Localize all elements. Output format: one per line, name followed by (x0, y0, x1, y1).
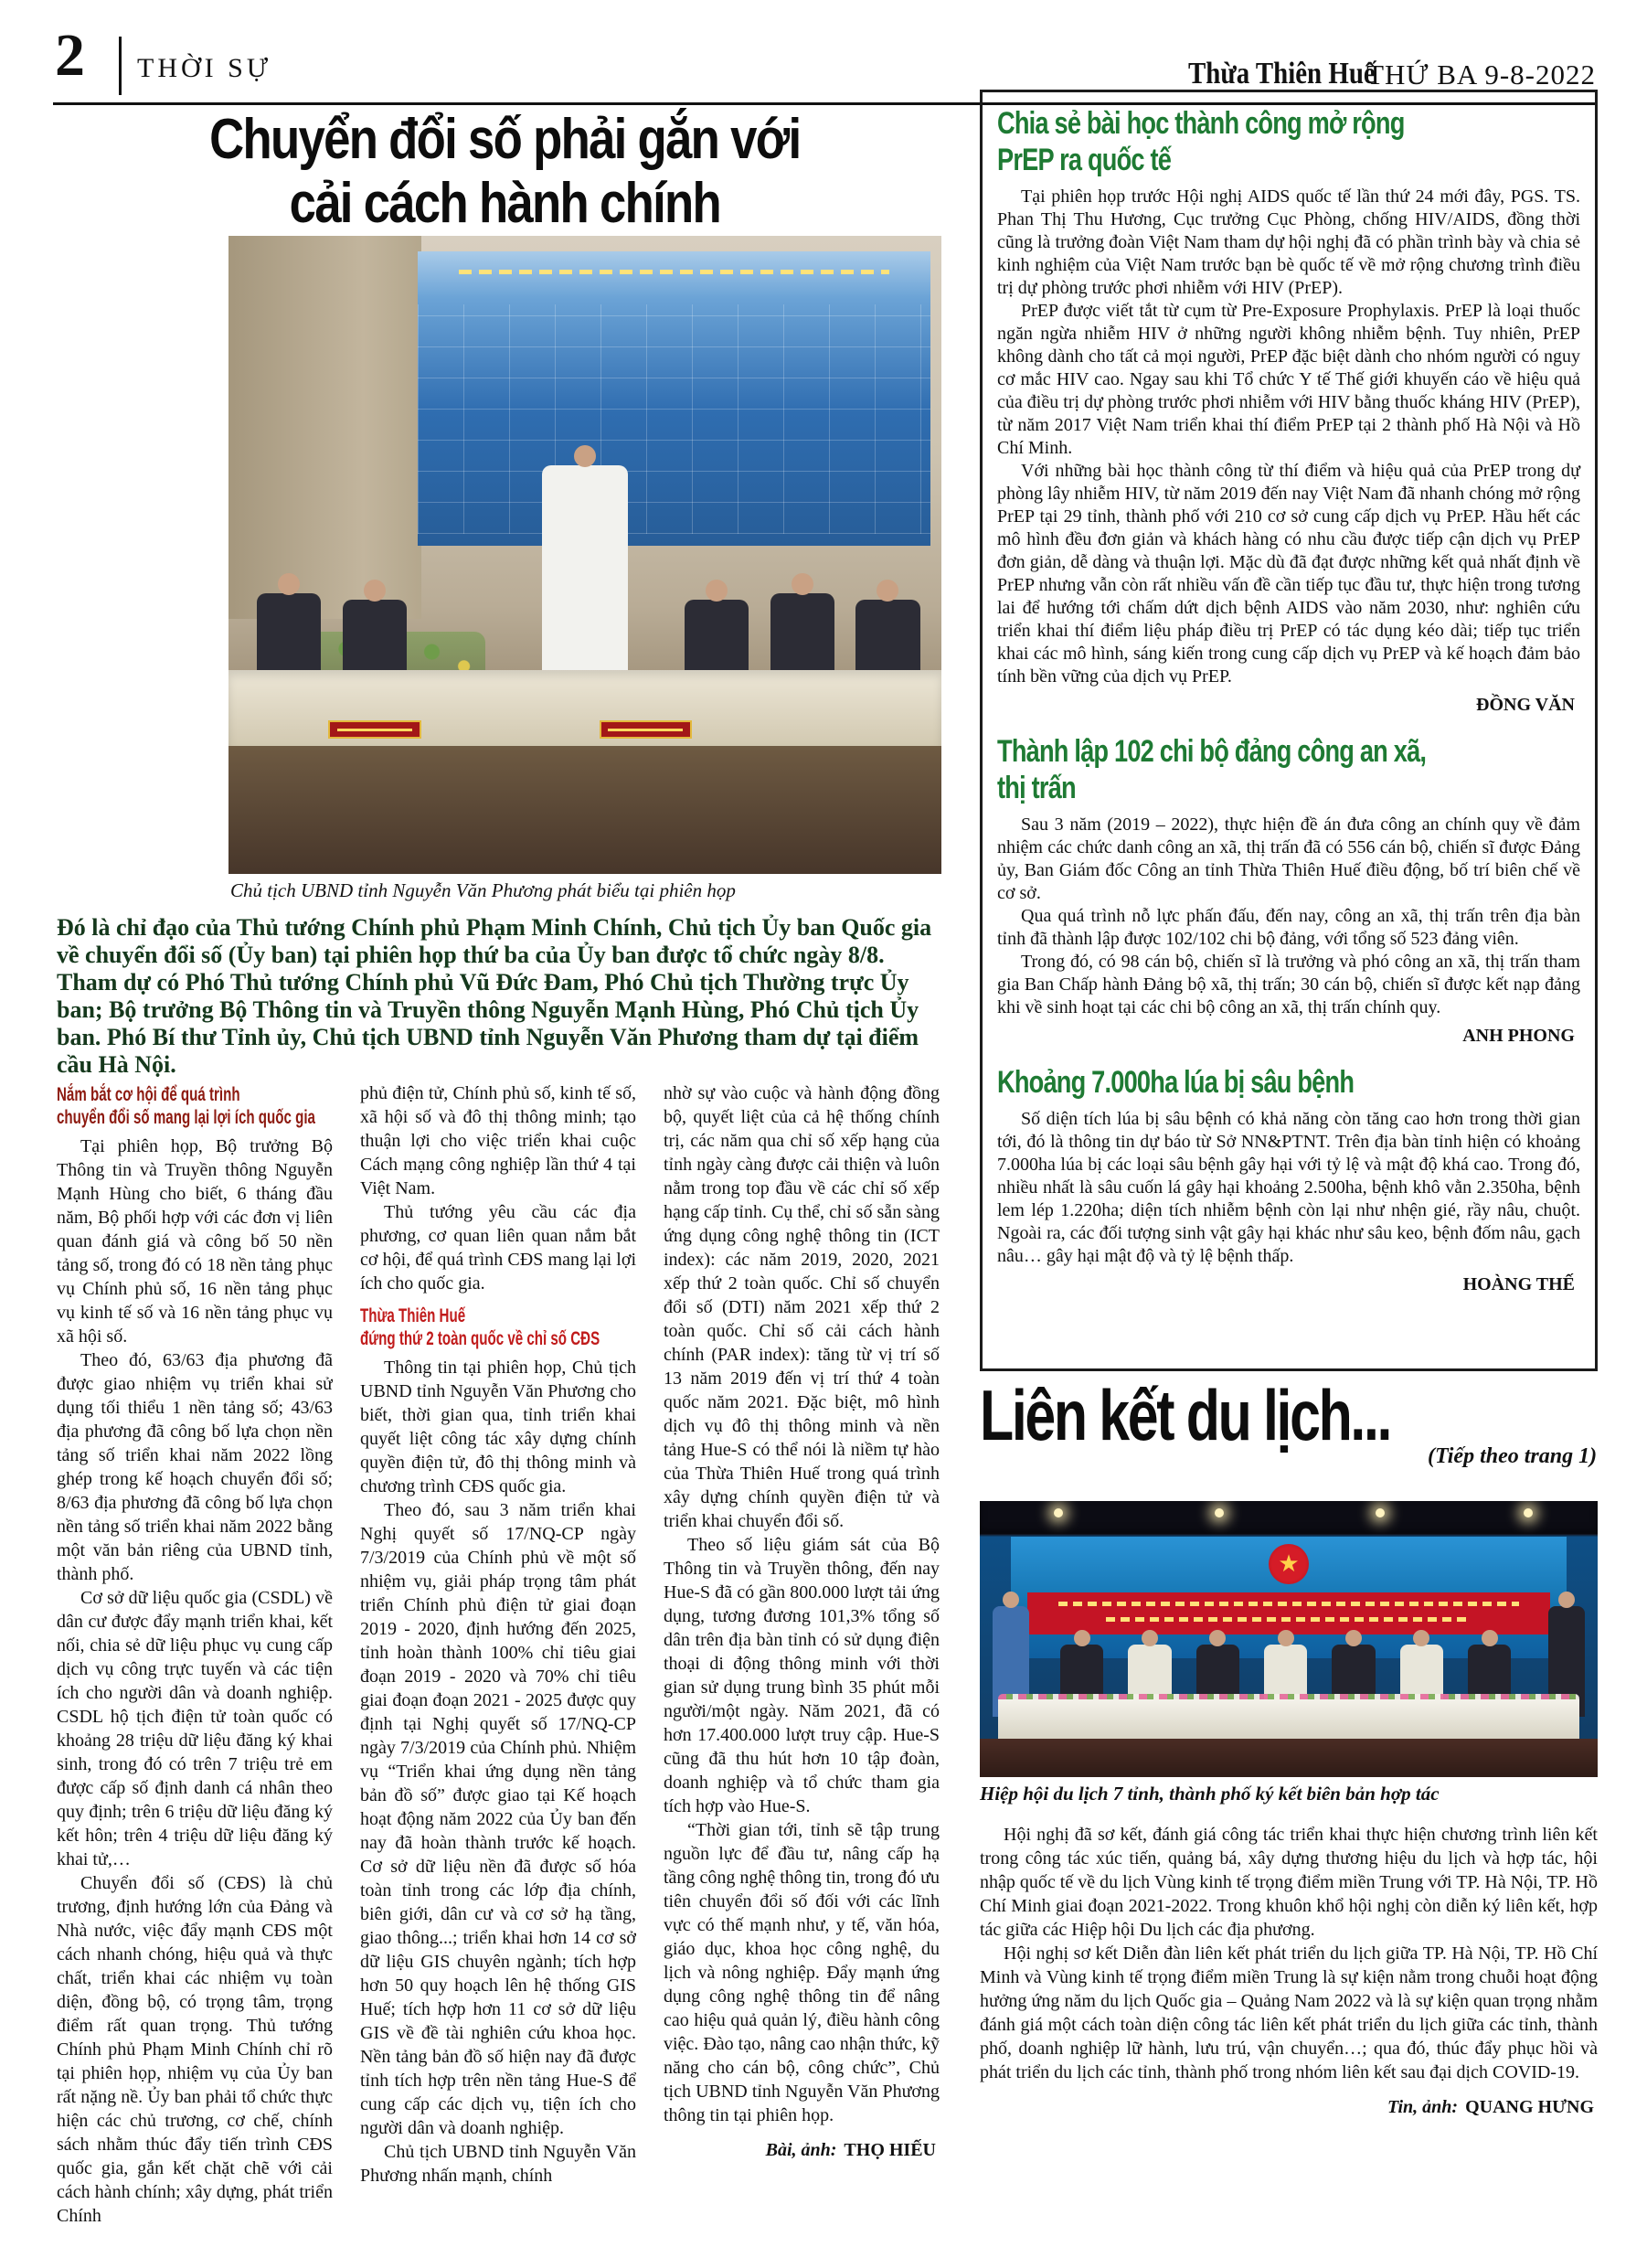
banner-text-line (1106, 1617, 1472, 1622)
article-prep (997, 105, 1580, 717)
national-emblem: ★ (1269, 1544, 1309, 1584)
byline-prep: ĐỒNG VĂN (1476, 695, 1575, 715)
headline-line: thị trấn (997, 771, 1076, 805)
paragraph: Số diện tích lúa bị sâu bệnh có khả năng còn tăng cao hơn trong thời gian tới, đó là thông tin dự báo từ Sở NN&PTNT. Trên địa bàn tỉnh hiện có khoảng 7.000ha lúa bị các loại sâu bệnh gây hại với tỷ lệ và mật độ khá cao. Trong đó, nhiều nhất là sâu cuốn lá gây hại khoảng 2.500ha, bệnh khô vằn 2.350ha, bệnh lem lép 1.220ha; diện tích nhiễm bệnh còn lại như nhện gié, rầy nâu, chuột. Ngoài ra, các đối tượng sinh vật gây hại khác như sâu keo, bệnh đốm nâu, gạch nâu… gây hại mật độ và tỷ lệ bệnh thấp. (997, 1109, 1580, 1266)
spotlight (1524, 1508, 1533, 1517)
byline-name: QUANG HƯNG (1465, 2097, 1594, 2117)
spotlight (1215, 1508, 1224, 1517)
article-lua-sau-benh (997, 1064, 1580, 1296)
seated-attendee (1400, 1645, 1443, 1699)
page-number: 2 (55, 22, 85, 89)
body-column-3 (664, 1081, 940, 2239)
seated-delegate (257, 593, 321, 670)
main-headline (55, 108, 955, 236)
seated-attendee (1128, 1645, 1171, 1699)
paragraph: Theo đó, sau 3 năm triển khai Nghị quyết số 17/NQ-CP ngày 7/3/2019 của Chính phủ về một số nhiệm vụ, giải pháp trọng tâm phát triển Chính phủ điện tử giai đoạn 2019 - 2020, định hướng đến 2025, tỉnh hoàn thành 100% chỉ tiêu giai đoạn 2019 - 2020 và 70% chỉ tiêu giai đoạn đoạn 2021 - 2025 được quy định tại Nghị quyết số 17/NQ-CP ngày 7/3/2019 của Chính phủ. Nhiệm vụ “Triển khai ứng dụng nền tảng bản đồ số” được giao tại Kế hoạch hoạt động năm 2022 của Ủy ban đến nay đã hoàn thành trước kế hoạch. Cơ sở dữ liệu nền đã được số hóa toàn tỉnh trong các lớp địa chính, biên giới, dân cư và cơ sở hạ tầng, giao thông...; triển khai hơn 14 cơ sở dữ liệu GIS chuyên ngành; tích hợp hơn 50 quy hoạch lên hệ thống GIS Huế; tích hợp hơn 11 cơ sở dữ liệu GIS về đề tài nghiên cứu khoa học. Nền tảng bản đồ số hiện nay đã được tỉnh tích hợp trên nền tảng Hue-S để cung cấp các dịch vụ, tiện ích cho người dân và doanh nghiệp. (360, 1500, 636, 2138)
standing-speaker (542, 465, 628, 669)
byline-bottom-article (980, 2095, 1598, 2119)
bottom-article-body (980, 1823, 1598, 2119)
banner (1027, 1592, 1550, 1634)
main-headline-line1: Chuyển đổi số phải gắn với (209, 108, 801, 171)
subhead-nam-bat-co-hoi (57, 1083, 333, 1129)
seated-attendee (1060, 1645, 1103, 1699)
subhead-line: Thừa Thiên Huế (360, 1305, 466, 1326)
name-plate (328, 720, 420, 739)
paragraph: Thủ tướng yêu cầu các địa phương, cơ quan liên quan nắm bắt cơ hội, để quá trình CĐS mang lại lợi ích cho quốc gia. (360, 1202, 636, 1294)
ceiling (980, 1501, 1598, 1534)
paragraph: nhờ sự vào cuộc và hành động đồng bộ, quyết liệt của cả hệ thống chính trị, các năm qua chỉ số xếp hạng của tỉnh ngày càng được cải thiện và luôn nằm trong top đầu về các chỉ số xếp hạng cấp tỉnh. Cụ thể, chỉ số sẵn sàng ứng dụng công nghệ thông tin (ICT index): các năm 2019, 2020, 2021 xếp thứ 2 toàn quốc. Chỉ số chuyển đổi số (DTI) năm 2021 xếp thứ 2 toàn quốc. Chỉ số cải cách hành chính (PAR index): tăng từ vị trí số 13 năm 2019 đến vị trí thứ 4 toàn quốc năm 2021. Đặc biệt, mô hình dịch vụ đô thị thông minh và nền tảng Hue-S có thể nói là niềm tự hào của Thừa Thiên Huế trong quá trình xây dựng chính quyền điện tử và triển khai chuyển đổi số. (664, 1083, 940, 1531)
paragraph: “Thời gian tới, tỉnh sẽ tập trung nguồn lực để đầu tư, nâng cấp hạ tầng công nghệ thông tin, trong đó ưu tiên chuyển đổi số đối với các lĩnh vực có thế mạnh như, y tế, văn hóa, giáo dục, khoa học công nghệ, du lịch và nông nghiệp. Đẩy mạnh ứng dụng công nghệ thông tin để nâng cao hiệu quả quản lý, điều hành công việc. Đào tạo, nâng cao nhận thức, kỹ năng cho cán bộ, công chức”, Chủ tịch UBND tỉnh Nguyễn Văn Phương thông tin tại phiên họp. (664, 1820, 940, 2125)
paragraph: Trong đó, có 98 cán bộ, chiến sĩ là trưởng và phó công an xã, thị trấn tham gia Ban Chấp hành Đảng bộ xã, thị trấn; 30 cán bộ, chiến sĩ được kết nạp đảng khi về sinh hoạt tại các chi bộ công an xã, thị trấn chính quy. (997, 952, 1580, 1017)
header-divider (119, 37, 122, 95)
seated-attendee (1196, 1645, 1239, 1699)
screen-title-band (459, 270, 890, 274)
continued-from-note: (Tiếp theo trang 1) (1428, 1444, 1598, 1468)
body-column-2 (360, 1081, 636, 2239)
paragraph: Thông tin tại phiên họp, Chủ tịch UBND tỉnh Nguyễn Văn Phương cho biết, thời gian qua, tỉnh triển khai quyết liệt công tác xây dựng chính quyền điện tử, đô thị thông minh và chương trình CĐS quốc gia. (360, 1358, 636, 1496)
headline-line: Chia sẻ bài học thành công mở rộng (997, 106, 1405, 141)
sidebar-box (980, 90, 1598, 1371)
paragraph: Sau 3 năm (2019 – 2022), thực hiện đề án đưa công an chính quy về đảm nhiệm các chức danh công an xã, thị trấn đã có 556 cán bộ, chiến sĩ được Đảng ủy, Ban Giám đốc Công an tỉnh Thừa Thiên Huế điều động, bố trí biên chế về cơ sở. (997, 815, 1580, 903)
paragraph: Cơ sở dữ liệu quốc gia (CSDL) về dân cư được đẩy mạnh triển khai, kết nối, chia sẻ dữ liệu phục vụ cung cấp dịch vụ công trực tuyến và các tiện ích cho người dân và doanh nghiệp. CSDL hộ tịch điện tử toàn quốc có khoảng 28 triệu dữ liệu đăng ký khai sinh, trong đó có trên 7 triệu trẻ em được cấp số định danh cá nhân theo quy định; trên 6 triệu dữ liệu đăng ký kết hôn; trên 4 triệu dữ liệu đăng ký khai tử,… (57, 1588, 333, 1869)
videoconference-screen (418, 251, 931, 545)
headline-line: PrEP ra quốc tế (997, 143, 1172, 177)
banner-text-line (1058, 1602, 1518, 1606)
seated-attendee (1468, 1645, 1511, 1699)
signing-table (998, 1699, 1578, 1738)
paragraph: phủ điện tử, Chính phủ số, kinh tế số, xã hội số và đô thị thông minh; tạo thuận lợi cho việc triển khai cuộc Cách mạng công nghiệp lần thứ 4 tại Việt Nam. (360, 1083, 636, 1198)
meeting-photo (228, 236, 941, 874)
section-title: THỜI SỰ (137, 53, 272, 83)
paragraph: Theo đó, 63/63 địa phương đã được giao nhiệm vụ triển khai sử dụng tối thiểu 1 nền tảng số; 43/63 địa phương đã công bố lựa chọn nền tảng số triển khai năm 2022 lồng ghép trong kế hoạch chuyển đổi số; 8/63 địa phương đã công bố lựa chọn nền tảng số triển khai năm 2022 bằng một văn bản riêng của UBND tỉnh, thành phố. (57, 1350, 333, 1584)
subhead-thua-thien-hue (360, 1304, 636, 1350)
paragraph: Với những bài học thành công từ thí điểm và hiệu quả của PrEP trong dự phòng lây nhiễm HIV, từ năm 2019 đến nay Việt Nam đã nhanh chóng mở rộng PrEP tại 29 tỉnh, thành phố với 210 cơ sở cung cấp dịch vụ PrEP. Hầu hết các mô hình đều đơn giản và khách hàng có nhu cầu được tiếp cận dịch vụ PrEP đơn giản, dễ dàng và thuận lợi. Mặc dù đã đạt được những kết quả nhất định về PrEP nhưng vẫn còn rất nhiều vấn đề cần tiếp tục đầu tư, thực hiện trong tương lai để hướng tới chấm dứt dịch bệnh AIDS vào năm 2030, như: nghiên cứu triển khai thí điểm liệu pháp điều trị PrEP có tác dụng kéo dài; tiếp tục triển khai các mô hình, sáng kiến trong cung cấp dịch vụ PrEP và kế hoạch đảm bảo tính bền vững của dịch vụ PrEP. (997, 461, 1580, 687)
name-plate (600, 720, 692, 739)
seated-attendee (1264, 1645, 1307, 1699)
table-front (228, 746, 941, 874)
paragraph: PrEP được viết tắt từ cụm từ Pre-Exposure Prophylaxis. PrEP là loại thuốc ngăn ngừa nhiễm HIV ở những người không nhiễm bệnh. Tuy nhiên, PrEP không dành cho tất cả mọi người, PrEP đặc biệt dành cho nhóm người có nguy cơ mắc HIV cao. Ngay sau khi Tổ chức Y tế Thế giới khuyến cáo về hiệu quả của điều trị dự phòng trước phơi nhiễm với HIV bằng thuốc kháng HIV (PrEP), từ năm 2017 Việt Nam triển khai thí điểm PrEP tại 2 thành phố Hà Nội và Hồ Chí Minh. (997, 301, 1580, 458)
paragraph: Chuyển đổi số (CĐS) là chủ trương, định hướng lớn của Đảng và Nhà nước, việc đẩy mạnh CĐS một cách nhanh chóng, hiệu quả và thực chất, triển khai các nhiệm vụ toàn diện, đồng bộ, có trọng tâm, trọng điểm rất quan trọng. Thủ tướng Chính phủ Phạm Minh Chính chỉ rõ tại phiên họp, nhiệm vụ của Ủy ban rất nặng nề. Ủy ban phải tổ chức thực hiện các chủ trương, cơ chế, chính sách nhằm thúc đẩy tiến trình CĐS quốc gia, gắn kết chặt chẽ với cải cách hành chính; xây dựng, phát triển Chính (57, 1873, 333, 2226)
photo-caption: Hiệp hội du lịch 7 tỉnh, thành phố ký kết biên bản hợp tác (980, 1783, 1440, 1805)
paragraph: Tại phiên họp, Bộ trưởng Bộ Thông tin và Truyền thông Nguyễn Mạnh Hùng cho biết, 6 tháng đầu năm, Bộ phối hợp với các đơn vị liên quan đánh giá và công bố 50 nền tảng số, trong đó có 18 nền tảng phục vụ Chính phủ số, 16 nền tảng phục vụ kinh tế số và 16 nền tảng phục vụ xã hội số. (57, 1136, 333, 1347)
lead-paragraph: Đó là chỉ đạo của Thủ tướng Chính phủ Phạm Minh Chính, Chủ tịch Ủy ban Quốc gia về chuyển đổi số (Ủy ban) tại phiên họp thứ ba của Ủy ban được tổ chức ngày 8/8. Tham dự có Phó Thủ tướng Chính phủ Vũ Đức Đam, Phó Chủ tịch Thường trực Ủy ban; Bộ trưởng Bộ Thông tin và Truyền thông Nguyễn Mạnh Hùng, Phó Chủ tịch Ủy ban. Phó Bí thư Tỉnh ủy, Chủ tịch UBND tỉnh Nguyễn Văn Phương tham dự tại điểm cầu Hà Nội. (57, 914, 932, 1078)
paragraph: Theo số liệu giám sát của Bộ Thông tin và Truyền thông, đến nay Hue-S đã có gần 800.000 lượt tải ứng dụng, tương đương 101,3% tổng số dân trên địa bàn tỉnh có sử dụng điện thoại di động thông minh với thời gian sử dụng trung bình 35 phút mỗi người/một ngày. Năm 2021, đã có hơn 17.400.000 lượt truy cập. Hue-S cũng đã thu hút hơn 10 tập đoàn, doanh nghiệp và tổ chức tham gia tích hợp vào Hue-S. (664, 1535, 940, 1816)
issue-date: THỨ BA 9-8-2022 (1366, 59, 1596, 91)
byline-chi-bo: ANH PHONG (1462, 1026, 1575, 1046)
seated-delegate (855, 600, 919, 670)
paragraph: Hội nghị đã sơ kết, đánh giá công tác triển khai thực hiện chương trình liên kết trong công tác xúc tiến, quảng bá, xây dựng thương hiệu du lịch và hợp tác, hội nhập quốc tế về du lịch Vùng kinh tế trọng điểm miền Trung với TP. Hà Nội, TP. Hồ Chí Minh giai đoạn 2021-2022. Trong khuôn khổ hội nghị còn diễn ký liên kết, hợp tác giữa các Hiệp hội Du lịch các địa phương. (980, 1825, 1598, 1940)
signing-ceremony-photo (980, 1501, 1598, 1777)
article-lua-headline (997, 1064, 1580, 1101)
subhead-line: chuyển đổi số mang lại lợi ích quốc gia (57, 1107, 315, 1128)
article-chi-bo (997, 733, 1580, 1048)
article-chi-bo-headline (997, 733, 1580, 806)
article-prep-headline (997, 105, 1580, 178)
subhead-line: Nắm bắt cơ hội để quá trình (57, 1084, 240, 1105)
byline-lua: HOÀNG THẾ (1462, 1274, 1575, 1294)
byline-prefix: Bài, ảnh: (765, 2140, 837, 2160)
byline-prefix: Tin, ảnh: (1387, 2097, 1459, 2117)
main-headline-line2: cải cách hành chính (289, 172, 721, 235)
seated-delegate (770, 593, 834, 670)
headline-text: Liên kết du lịch... (980, 1375, 1391, 1455)
floor (980, 1739, 1598, 1777)
photo-caption: Chủ tịch UBND tỉnh Nguyễn Văn Phương phát biểu tại phiên họp (230, 879, 736, 901)
paragraph: Chủ tịch UBND tỉnh Nguyễn Văn Phương nhấn mạnh, chính (360, 2142, 636, 2186)
paragraph: Tại phiên họp trước Hội nghị AIDS quốc tế lần thứ 24 mới đây, PGS. TS. Phan Thị Thu Hương, Cục trưởng Cục Phòng, chống HIV/AIDS, đồng thời cũng là trưởng đoàn Việt Nam tham dự hội nghị đã có phần trình bày và chia sẻ kinh nghiệm của Việt Nam trước bạn bè quốc tế về mở rộng chương trình điều trị dự phòng trước phơi nhiễm với HIV (PrEP). (997, 186, 1580, 298)
masthead-label: Thừa Thiên Huế (1188, 57, 1376, 91)
photo-wall (228, 236, 421, 619)
seated-attendee (1332, 1645, 1375, 1699)
subhead-line: đứng thứ 2 toàn quốc về chỉ số CĐS (360, 1328, 600, 1349)
byline-name: THỌ HIẾU (844, 2140, 936, 2160)
byline-main-article (664, 2138, 940, 2162)
seated-delegate (685, 600, 749, 670)
headline-line: Thành lập 102 chi bộ đảng công an xã, (997, 734, 1427, 769)
body-column-1 (57, 1081, 333, 2239)
spotlight (1376, 1508, 1385, 1517)
bottom-article-headline (980, 1377, 1506, 1453)
headline-line: Khoảng 7.000ha lúa bị sâu bệnh (997, 1065, 1355, 1100)
seated-delegate (343, 600, 407, 670)
screen-video-grid (418, 304, 931, 533)
paragraph: Hội nghị sơ kết Diễn đàn liên kết phát triển du lịch giữa TP. Hà Nội, TP. Hồ Chí Minh và Vùng kinh tế trọng điểm miền Trung là sự kiện nằm trong chuỗi hoạt động hưởng ứng năm du lịch Quốc gia – Quảng Nam 2022 và là sự kiện quan trọng nhằm đánh giá một cách toàn diện công tác liên kết phát triển du lịch giữa các tỉnh, thành phố, doanh nghiệp lữ hành, lưu trú, vận chuyển…; qua đó, thúc đẩy phục hồi và phát triển du lịch các tỉnh, thành phố trong nhóm liên kết sau đại dịch COVID-19. (980, 1943, 1598, 2082)
paragraph: Qua quá trình nỗ lực phấn đấu, đến nay, công an xã, thị trấn trên địa bàn tỉnh đã thành lập được 102/102 chi bộ đảng, với tổng số 523 đảng viên. (997, 906, 1580, 949)
